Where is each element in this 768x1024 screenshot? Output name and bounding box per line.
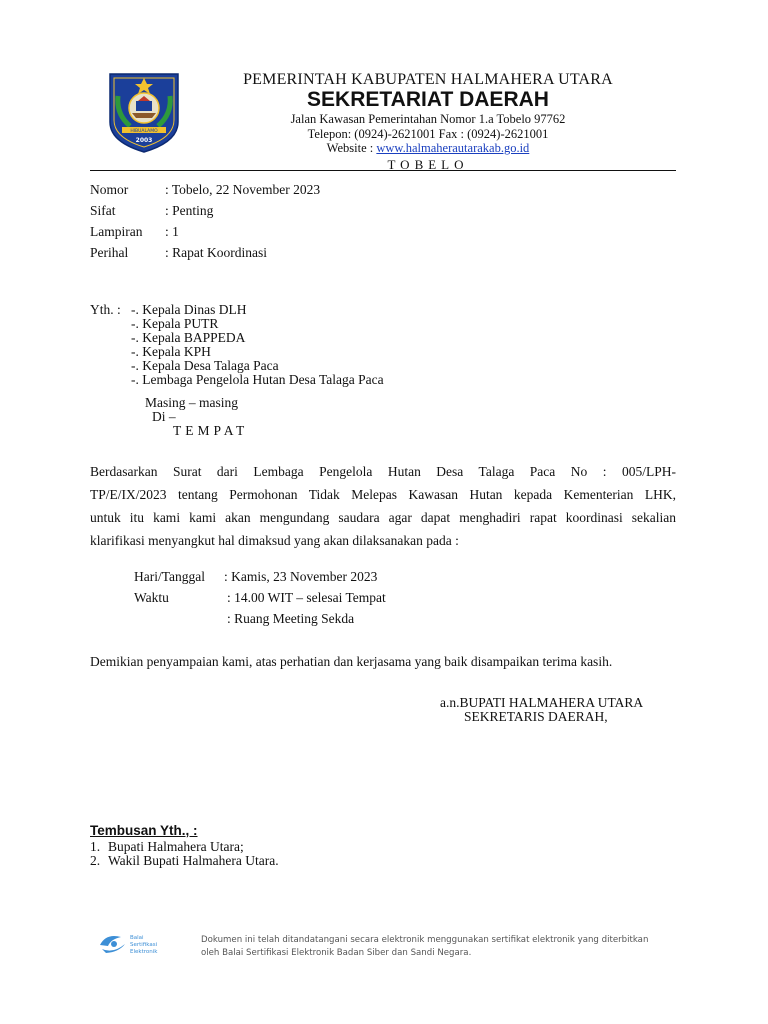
signature-line-2: SEKRETARIS DAERAH,	[464, 709, 608, 724]
office-address: Jalan Kawasan Pemerintahan Nomor 1.a Tobelo 97762	[290, 112, 566, 126]
body-line: Berdasarkan Surat dari Lembaga Pengelola Hutan Desa Talaga Paca No : 005/LPH-	[90, 464, 676, 479]
recipients-di: Di –	[152, 409, 176, 424]
schedule-day-label: Hari/Tanggal	[134, 569, 206, 584]
meta-value: : 1	[165, 224, 179, 239]
bsre-logo	[97, 930, 177, 956]
body-line: klarifikasi menyangkut hal dimaksud yang akan dilaksanakan pada :	[90, 533, 459, 548]
recipient-item: -. Kepala Desa Talaga Paca	[131, 358, 279, 373]
government-name: PEMERINTAH KABUPATEN HALMAHERA UTARA	[243, 71, 613, 88]
esignature-notice-line-1: Dokumen ini telah ditandatangani secara elektronik menggunakan sertifikat elektronik yang diterbitkan	[201, 935, 649, 945]
recipient-item: -. Kepala PUTR	[131, 316, 219, 331]
schedule-place-value: : Ruang Meeting Sekda	[227, 611, 355, 626]
meta-label: Perihal	[90, 245, 129, 260]
meta-label: Nomor	[90, 182, 129, 197]
meta-value: : Rapat Koordinasi	[165, 245, 267, 260]
recipient-item: -. Kepala KPH	[131, 344, 211, 359]
emblem-year: 2003	[135, 137, 153, 144]
office-website	[200, 141, 656, 156]
emblem-motto: HIBUALAMO	[130, 129, 158, 134]
recipients-masing: Masing – masing	[145, 395, 238, 410]
body-line: TP/E/IX/2023 tentang Permohonan Tidak Melepas Kawasan Hutan kepada Kementerian LHK,	[90, 487, 676, 502]
body-line: untuk itu kami kami akan mengundang saudara agar dapat menghadiri rapat koordinasi sekalian	[90, 510, 676, 525]
website-label: Website :	[326, 141, 377, 155]
recipient-item: -. Kepala BAPPEDA	[131, 330, 246, 345]
closing-sentence: Demikian penyampaian kami, atas perhatian dan kerjasama yang baik disampaikan terima kasih.	[90, 654, 613, 669]
body-paragraph	[90, 460, 676, 552]
schedule-time-label: Waktu	[134, 590, 169, 605]
bsre-logo-text-2: Sertifikasi	[130, 942, 158, 948]
schedule-day-value: : Kamis, 23 November 2023	[224, 569, 378, 584]
tembusan-title: Tembusan Yth., :	[90, 823, 198, 838]
regency-emblem-logo	[104, 70, 184, 154]
schedule-time-value: : 14.00 WIT – selesai Tempat	[227, 590, 386, 605]
recipients-prefix: Yth. :	[90, 302, 121, 317]
letterhead	[200, 70, 656, 173]
office-name: SEKRETARIAT DAERAH	[307, 88, 549, 111]
bsre-logo-text-3: Elektronik	[130, 949, 158, 955]
bsre-logo-text-1: Balai	[130, 935, 144, 941]
office-city: TOBELO	[387, 156, 469, 172]
meta-value: : Tobelo, 22 November 2023	[165, 182, 321, 197]
meta-label: Lampiran	[90, 224, 143, 239]
office-phone: Telepon: (0924)-2621001 Fax : (0924)-2621001	[307, 126, 549, 141]
tembusan-item: Wakil Bupati Halmahera Utara.	[108, 853, 279, 868]
website-link[interactable]: www.halmaherautarakab.go.id	[376, 141, 530, 155]
tembusan-item: Bupati Halmahera Utara;	[108, 839, 244, 854]
recipient-item: -. Kepala Dinas DLH	[131, 302, 247, 317]
recipients-tempat: TEMPAT	[173, 423, 249, 438]
esignature-notice	[201, 934, 681, 960]
esignature-notice-line-2: oleh Balai Sertifikasi Elektronik Badan Siber dan Sandi Negara.	[201, 948, 472, 958]
meta-value: : Penting	[165, 203, 214, 218]
letterhead-divider	[90, 170, 676, 171]
meta-label: Sifat	[90, 203, 116, 218]
signature-line-1: a.n.BUPATI HALMAHERA UTARA	[440, 695, 644, 710]
tembusan-number: 1.	[90, 839, 101, 854]
recipient-item: -. Lembaga Pengelola Hutan Desa Talaga Paca	[131, 372, 384, 387]
tembusan-number: 2.	[90, 853, 101, 868]
